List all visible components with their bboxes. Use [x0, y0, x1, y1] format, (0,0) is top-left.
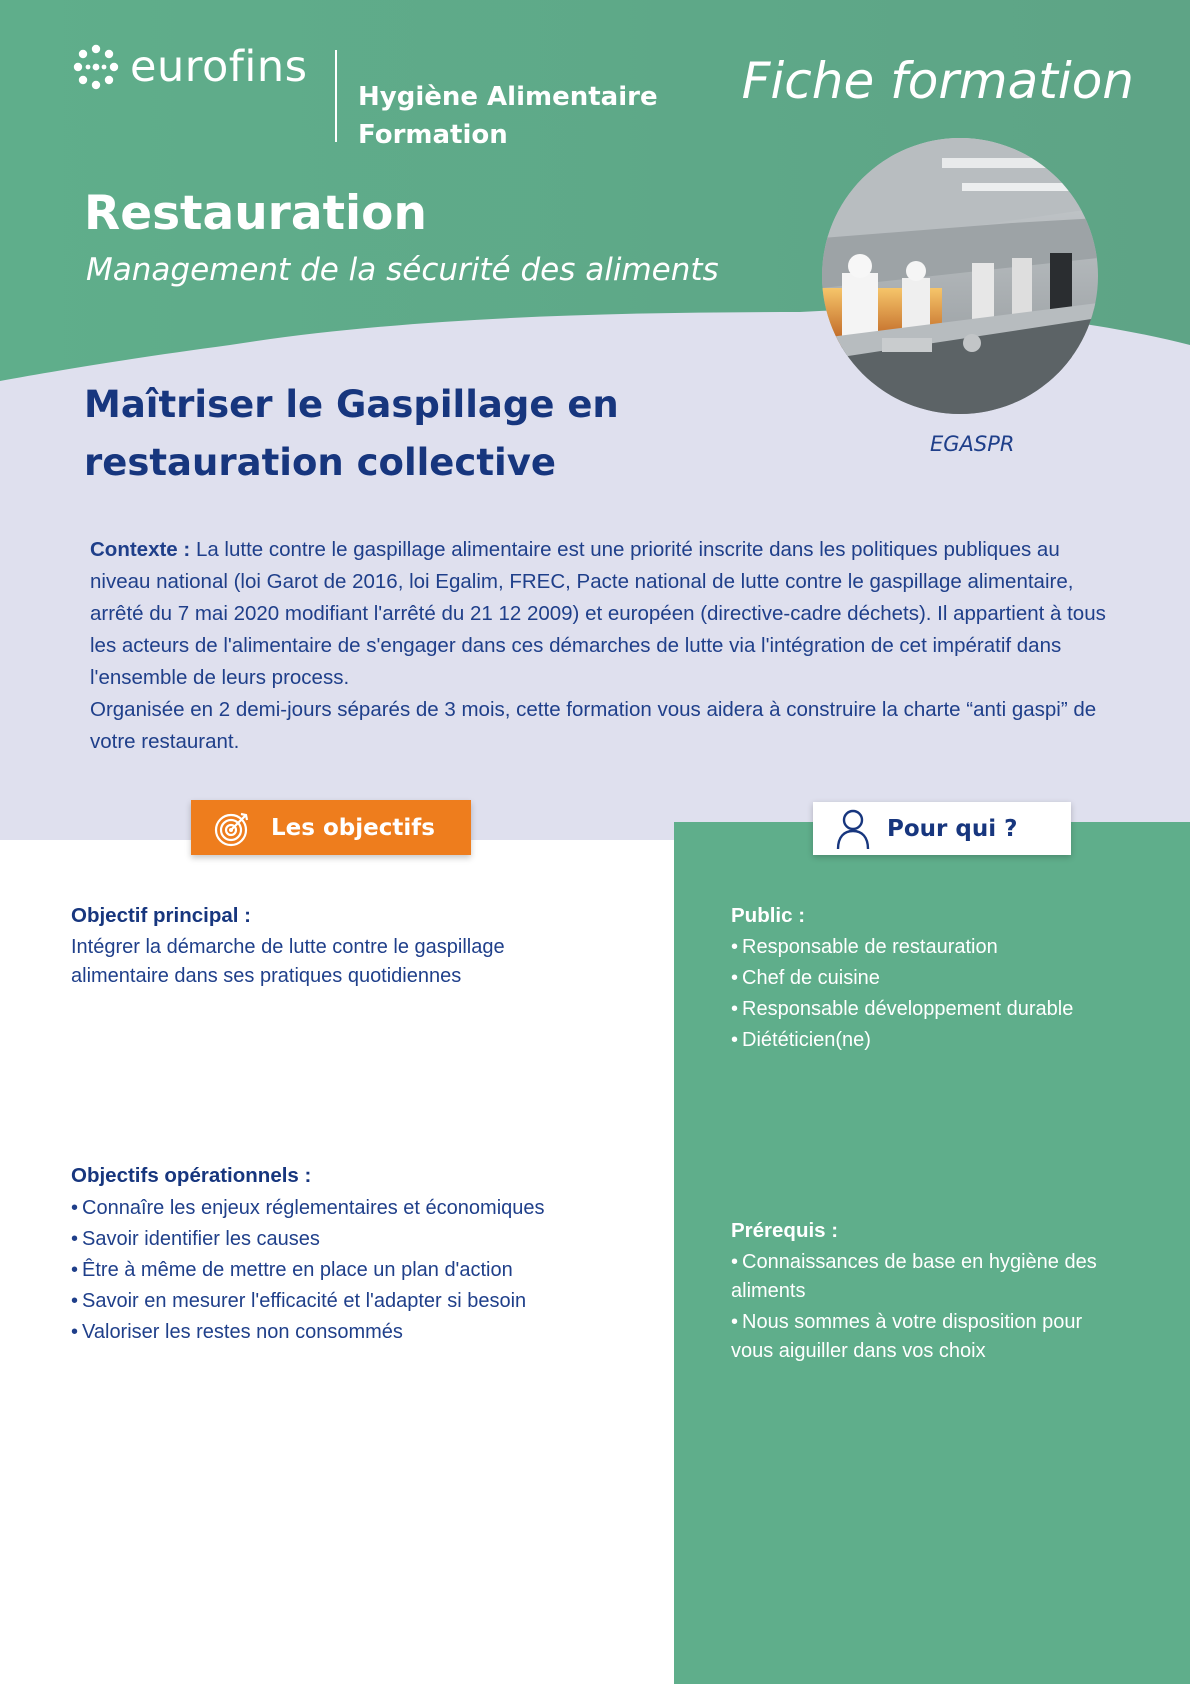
objectives-tag: [191, 800, 471, 855]
course-title: Maîtriser le Gaspillage en restauration collective: [84, 383, 619, 484]
page-subtitle: Management de la sécurité des aliments: [86, 252, 719, 288]
objectives-operational-title: Objectifs opérationnels :: [71, 1164, 312, 1187]
doc-type-label: Fiche formation: [741, 52, 1134, 110]
list-item: • Responsable développement durable: [731, 998, 1074, 1020]
list-item: • Savoir identifier les causes: [71, 1228, 320, 1250]
audience-tag: [813, 802, 1071, 855]
public-list: [731, 933, 1141, 1055]
kitchen-photo: [822, 138, 1098, 414]
context-section: [90, 534, 1110, 758]
brand-subtitle: [358, 78, 658, 154]
objectives-operational-list: [71, 1193, 631, 1348]
context-paragraph-1: [90, 534, 1110, 694]
list-item: • Savoir en mesurer l'efficacité et l'adapter si besoin: [71, 1290, 527, 1312]
public-section: [731, 900, 1141, 1057]
list-item: • Connaîre les enjeux réglementaires et économiques: [71, 1197, 545, 1219]
brand-subtitle-line1: Hygiène Alimentaire: [358, 82, 658, 112]
context-paragraph-2: Organisée en 2 demi-jours séparés de 3 mois, cette formation vous aidera à construire la charte “anti gaspi” de votre restaurant.: [90, 698, 1097, 753]
course-code: EGASPR: [930, 432, 1015, 456]
eurofins-logo: [72, 42, 308, 92]
objective-principal-title: Objectif principal :: [71, 904, 251, 927]
list-item: • Valoriser les restes non consommés: [71, 1321, 403, 1343]
objectives-tag-label: Les objectifs: [271, 814, 435, 841]
logo-divider: [335, 50, 337, 142]
list-item: • Chef de cuisine: [731, 967, 880, 989]
target-icon: [213, 808, 253, 848]
list-item: • Connaissances de base en hygiène des aliments: [731, 1251, 1097, 1302]
prerequisites-title: Prérequis :: [731, 1219, 839, 1242]
public-title: Public :: [731, 904, 806, 927]
audience-tag-label: Pour qui ?: [887, 815, 1018, 842]
person-icon: [835, 808, 871, 850]
context-text-1: La lutte contre le gaspillage alimentaire est une priorité inscrite dans les politiques publiques au niveau national (loi Garot de 2016, loi Egalim, FREC, Pacte national de lutte contre le gaspillage alimentaire, arrêté du 7 mai 2020 modifiant l'arrêté du 21 12 2009) et européen (directive-cadre déchets). Il appartient à tous les acteurs de l'alimentaire de s'engager dans ces démarches de lutte via l'intégration de cet impératif dans l'ensemble de leurs process.: [90, 538, 1106, 689]
page-title: Restauration: [84, 186, 427, 241]
brand-subtitle-line2: Formation: [358, 120, 508, 150]
objective-principal-section: [71, 900, 591, 991]
objectives-operational-section: [71, 1160, 631, 1348]
objective-principal-text: Intégrer la démarche de lutte contre le gaspillage alimentaire dans ses pratiques quotidiennes: [71, 936, 505, 987]
list-item: • Nous sommes à votre disposition pour vous aiguiller dans vos choix: [731, 1311, 1083, 1362]
list-item: • Être à même de mettre en place un plan d'action: [71, 1259, 513, 1281]
prerequisites-list: [731, 1248, 1111, 1366]
prerequisites-section: [731, 1215, 1111, 1368]
eurofins-dots-icon: [72, 43, 120, 91]
list-item: • Diététicien(ne): [731, 1029, 871, 1051]
logo-wordmark: eurofins: [130, 42, 308, 92]
context-label: Contexte :: [90, 538, 191, 561]
list-item: • Responsable de restauration: [731, 936, 998, 958]
